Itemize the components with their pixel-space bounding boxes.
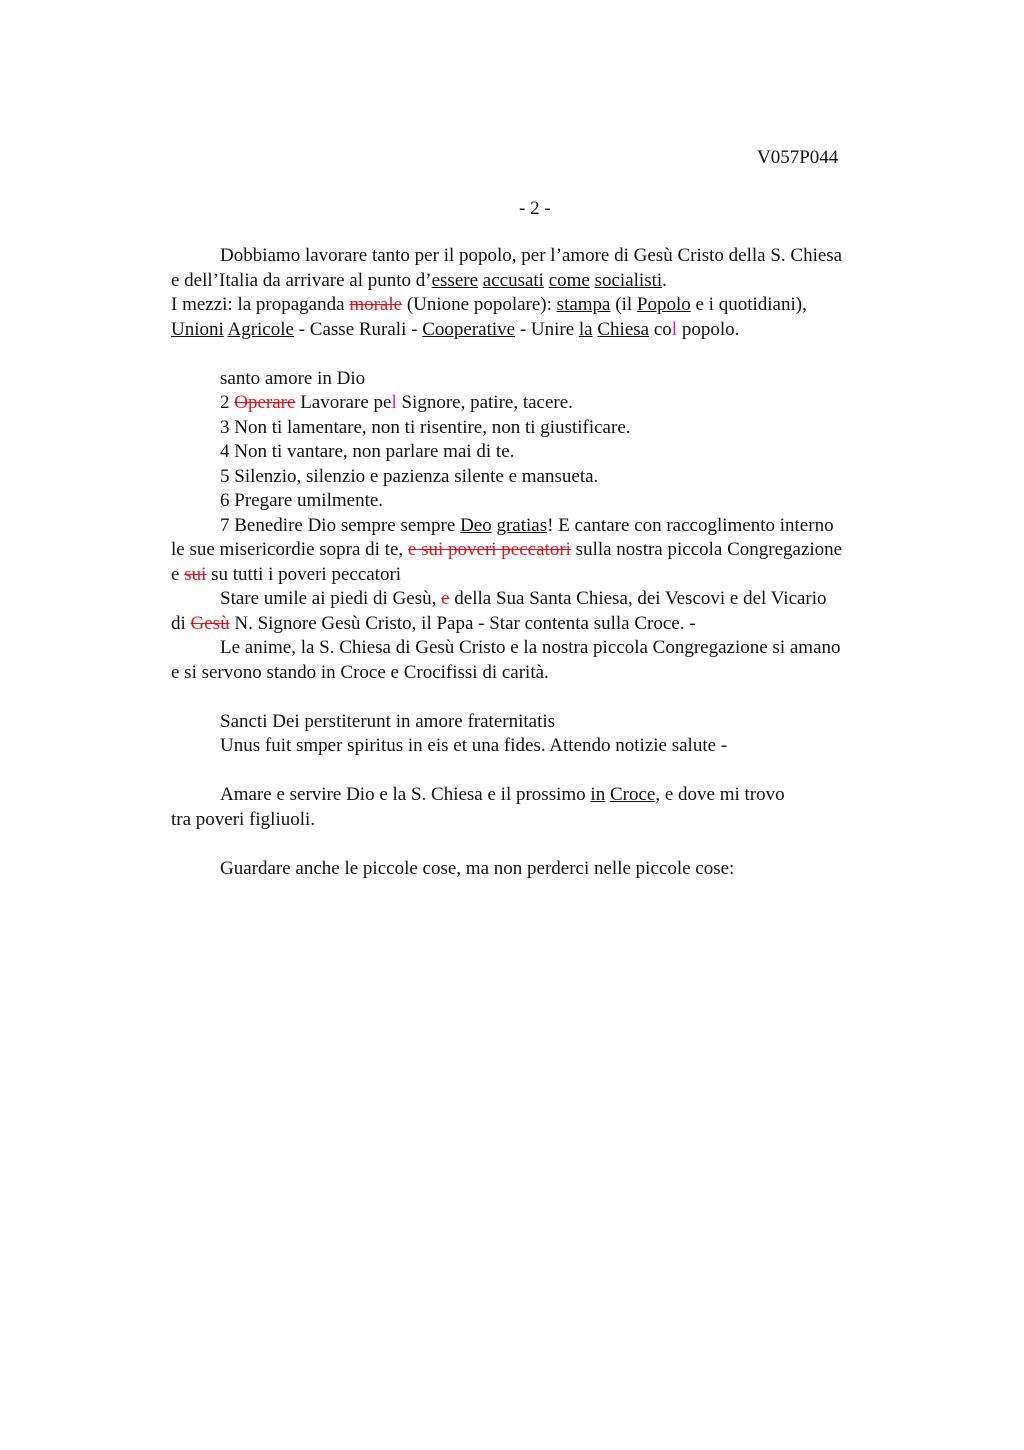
list-line <box>171 563 931 588</box>
underlined-word: Popolo <box>636 294 691 315</box>
deleted-text: Gesù <box>190 612 230 634</box>
list-line <box>171 612 931 637</box>
text-run: Stare umile ai piedi di Gesù, <box>220 588 442 609</box>
underlined-word: essere <box>431 269 479 291</box>
list-line: 6 Pregare umilmente. <box>220 490 384 511</box>
list-line: e si servono stando in Croce e Crocifissi di carità. <box>171 661 549 683</box>
paragraph-line <box>171 293 931 318</box>
underlined-word: accusati <box>482 269 544 291</box>
text-run: 2 <box>220 392 235 413</box>
blank-line <box>171 685 931 710</box>
paragraph-line <box>171 783 931 808</box>
list-line: Le anime, la S. Chiesa di Gesù Cristo e la nostra piccola Congregazione si amano <box>220 637 841 658</box>
blank-line <box>171 759 931 784</box>
underlined-word: come <box>548 269 590 291</box>
inserted-text: l <box>391 392 397 413</box>
paragraph-line: Dobbiamo lavorare tanto per il popolo, per l’amore di Gesù Cristo della S. Chiesa <box>220 245 843 266</box>
text-run: (il <box>610 294 637 315</box>
text-run: popolo. <box>677 318 740 340</box>
text-run: sulla nostra piccola Congregazione <box>570 539 843 560</box>
text-run: I mezzi: la propaganda <box>171 294 350 315</box>
underlined-word: stampa <box>556 294 611 315</box>
list-line <box>171 514 931 539</box>
paragraph-line: tra poveri figliuoli. <box>171 808 316 830</box>
text-run: e i quotidiani), <box>690 294 807 315</box>
paragraph-line <box>171 318 931 343</box>
underlined-word: Cooperative <box>422 318 516 340</box>
text-run: ! E cantare con raccoglimento interno <box>547 514 834 536</box>
paragraph-line: e dell’Italia da arrivare al punto d’essere accusati come socialisti. <box>171 269 667 291</box>
underlined-word: Chiesa <box>597 318 650 340</box>
text-run: - Unire <box>515 318 579 340</box>
underlined-word: Deo <box>460 514 492 536</box>
text-run: e dell’Italia da arrivare al punto d’ <box>171 269 432 291</box>
text-run: le sue misericordie sopra di te, <box>171 539 408 560</box>
underlined-word: Agricole <box>227 318 294 340</box>
text-run: (Unione popolare): <box>402 294 557 315</box>
body-text <box>171 244 931 881</box>
deleted-text: morale <box>349 294 403 315</box>
page-number: - 2 - <box>519 198 551 219</box>
text-run: co <box>649 318 672 340</box>
underlined-word: Unioni <box>171 318 224 340</box>
text-run: N. Signore Gesù Cristo, il Papa - Star contenta sulla Croce. - <box>229 612 696 634</box>
list-line: 4 Non ti vantare, non parlare mai di te. <box>220 441 515 462</box>
latin-line: Sancti Dei perstiterunt in amore fraternitatis <box>220 710 556 732</box>
latin-line: Unus fuit smper spiritus in eis et una fides. Attendo notizie salute - <box>220 735 728 756</box>
text-run: 7 Benedire Dio sempre sempre <box>220 514 461 536</box>
text-run: su tutti i poveri peccatori <box>206 563 402 585</box>
list-line <box>171 538 931 563</box>
list-line: santo amore in Dio <box>220 367 366 389</box>
text-run: , e dove mi trovo <box>655 784 785 805</box>
text-run: della Sua Santa Chiesa, dei Vescovi e del Vicario <box>449 588 827 609</box>
blank-line <box>171 342 931 367</box>
deleted-text: sui <box>184 563 207 585</box>
paragraph-line: Guardare anche le piccole cose, ma non perderci nelle piccole cose: <box>220 857 735 879</box>
list-line: 3 Non ti lamentare, non ti risentire, non ti giustificare. <box>220 416 631 438</box>
deleted-text: Operare <box>234 392 296 413</box>
text-run: Lavorare pe <box>295 392 392 413</box>
text-run: di <box>171 612 191 634</box>
underlined-word: gratias <box>496 514 548 536</box>
underlined-word: la <box>578 318 593 340</box>
text-run: e <box>171 563 185 585</box>
underlined-word: in <box>590 784 606 805</box>
list-line: 5 Silenzio, silenzio e pazienza silente e mansueta. <box>220 465 599 487</box>
document-id: V057P044 <box>757 147 839 168</box>
text-run: Amare e servire Dio e la S. Chiesa e il prossimo <box>220 784 591 805</box>
underlined-word: socialisti <box>594 269 663 291</box>
underlined-word: Croce <box>609 784 656 805</box>
text-run: Signore, patire, tacere. <box>396 392 573 413</box>
deleted-text: e sui poveri peccatori <box>407 539 571 560</box>
text-run: - Casse Rurali - <box>293 318 423 340</box>
blank-line <box>171 832 931 857</box>
list-line <box>171 391 931 416</box>
inserted-text: l <box>671 318 678 340</box>
deleted-text: e <box>441 588 450 609</box>
list-line <box>171 587 931 612</box>
